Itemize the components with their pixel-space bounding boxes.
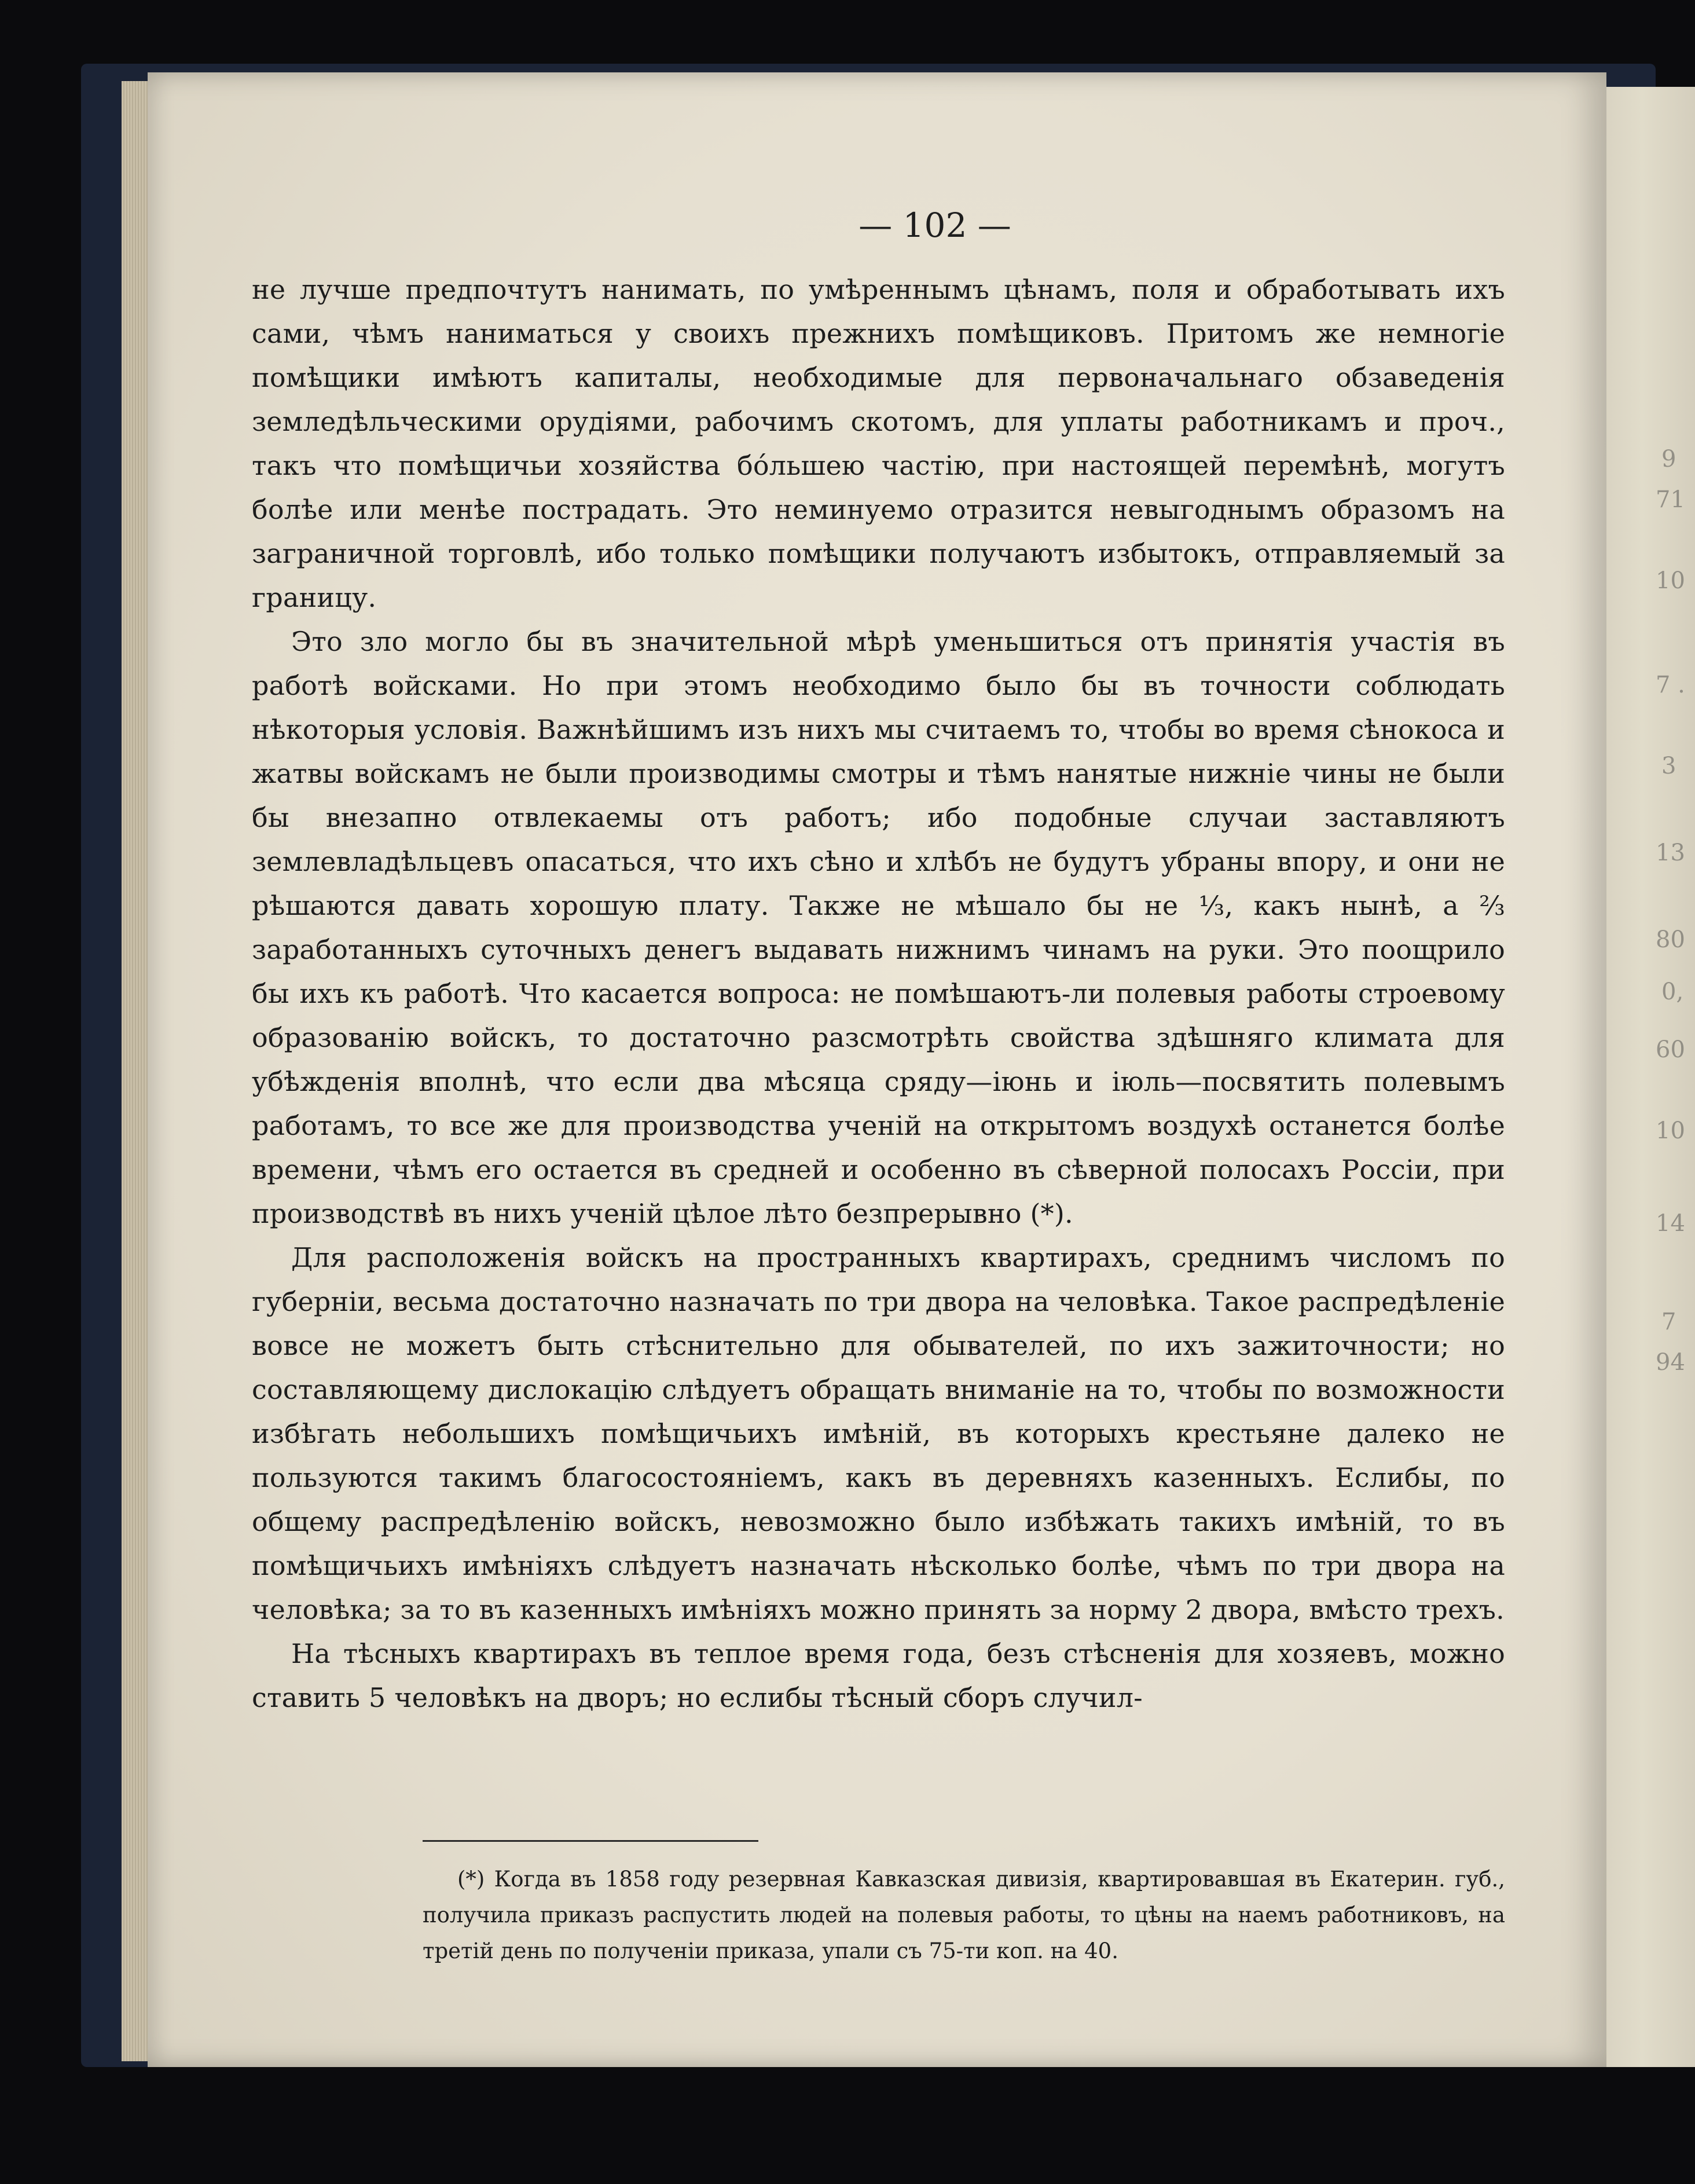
next-page-fragment: 10: [1656, 1117, 1685, 1144]
next-page-fragment: 7: [1661, 1309, 1676, 1335]
page-body-text: [252, 267, 1505, 1720]
paragraph-continued: не лучше предпочтутъ нанимать, по умѣреннымъ цѣнамъ, поля и обработывать ихъ сами, чѣмъ наниматься у своихъ прежнихъ помѣщиковъ. Притомъ же немногіе помѣщики имѣютъ капиталы, необходимые для первоначальнаго обзаведенія земледѣльческими орудіями, рабочимъ скотомъ, для уплаты работникамъ и проч., такъ что помѣщичьи хозяйства бо́льшею частію, при настоящей перемѣнѣ, могутъ болѣе или менѣе пострадать. Это неминуемо отразится невыгоднымъ образомъ на заграничной торговлѣ, ибо только помѣщики получаютъ избытокъ, отправляемый за границу.: [252, 274, 1505, 613]
paragraph: Для расположенія войскъ на пространныхъ квартирахъ, среднимъ числомъ по губерніи, весьма достаточно назначать по три двора на человѣка. Такое распредѣленіе вовсе не можетъ быть стѣснительно для обывателей, по ихъ зажиточности; но составляющему дислокацію слѣдуетъ обращать вниманіе на то, чтобы по возможности избѣгать небольшихъ помѣщичьихъ имѣній, въ которыхъ крестьяне далеко не пользуются такимъ благосостояніемъ, какъ въ деревняхъ казенныхъ. Еслибы, по общему распредѣленію войскъ, невозможно было избѣжать такихъ имѣній, то въ помѣщичьихъ имѣніяхъ слѣдуетъ назначать нѣсколько болѣе, чѣмъ по три двора на человѣка; за то въ казенныхъ имѣніяхъ можно принять за норму 2 двора, вмѣсто трехъ.: [252, 1242, 1505, 1625]
next-page-fragment: 71: [1656, 486, 1685, 513]
next-page-fragment: 7 .: [1656, 672, 1685, 698]
page-number: — 102 —: [858, 206, 1011, 245]
next-page-fragment: 0,: [1661, 979, 1684, 1005]
next-page-fragment: 9: [1661, 446, 1676, 472]
next-page-fragment: 14: [1656, 1210, 1685, 1237]
next-page-fragment: 3: [1661, 753, 1676, 779]
paragraph: На тѣсныхъ квартирахъ въ теплое время года, безъ стѣсненія для хозяевъ, можно ставить 5 человѣкъ на дворъ; но еслибы тѣсный сборъ случил-: [252, 1638, 1505, 1713]
paragraph: Это зло могло бы въ значительной мѣрѣ уменьшиться отъ принятія участія въ работѣ войсками. Но при этомъ необходимо было бы въ точности соблюдать нѣкоторыя условія. Важнѣйшимъ изъ нихъ мы считаемъ то, чтобы во время сѣнокоса и жатвы войскамъ не были производимы смотры и тѣмъ нанятые нижніе чины не были бы внезапно отвлекаемы отъ работъ; ибо подобные случаи заставляютъ землевладѣльцевъ опасаться, что ихъ сѣно и хлѣбъ не будутъ убраны впору, и они не рѣшаются давать хорошую плату. Также не мѣшало бы не ⅓, какъ нынѣ, а ⅔ заработанныхъ суточныхъ денегъ выдавать нижнимъ чинамъ на руки. Это поощрило бы ихъ къ работѣ. Что касается вопроса: не помѣшаютъ-ли полевыя работы строевому образованію войскъ, то достаточно разсмотрѣть свойства здѣшняго климата для убѣжденія вполнѣ, что если два мѣсяца сряду—іюнь и іюль—посвятить полевымъ работамъ, то все же для производства ученій на открытомъ воздухѣ останется болѣе времени, чѣмъ его остается въ средней и особенно въ сѣверной полосахъ Россіи, при производствѣ въ нихъ ученій цѣлое лѣто безпрерывно (*).: [252, 626, 1505, 1229]
footnote-divider: [423, 1840, 758, 1842]
next-page-fragment: 80: [1656, 926, 1685, 953]
next-page-fragment: 94: [1656, 1349, 1685, 1376]
next-page-fragment: 10: [1656, 567, 1685, 594]
next-page-fragment: 13: [1656, 840, 1685, 866]
next-page-fragment: 60: [1656, 1036, 1685, 1063]
footnote: (*) Когда въ 1858 году резервная Кавказская дивизія, квартировавшая въ Екатерин. губ., получила приказъ распустить людей на полевыя работы, то цѣны на наемъ работниковъ, на третій день по полученіи приказа, упали съ 75-ти коп. на 40.: [423, 1867, 1505, 1963]
